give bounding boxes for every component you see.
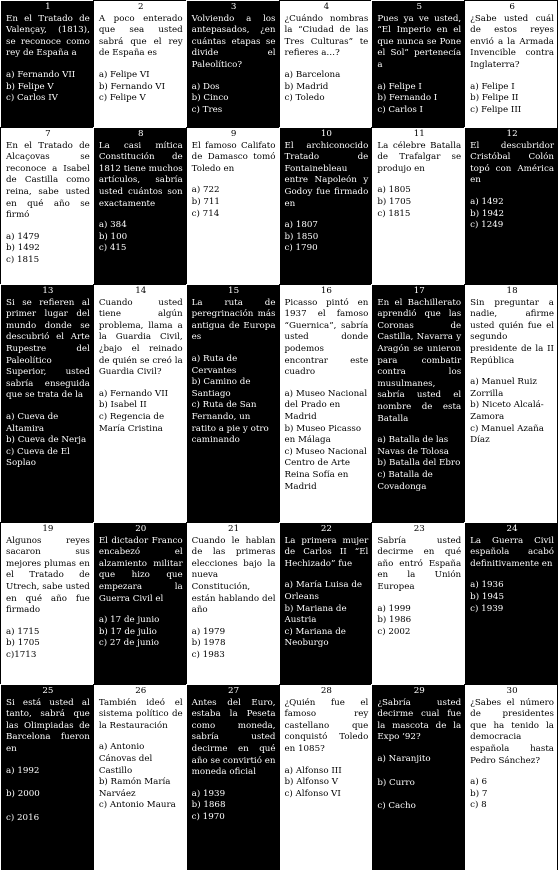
answer-option[interactable]: a) Manuel Ruiz Zorrilla: [470, 377, 537, 399]
answer-option[interactable]: a) Fernando VII: [98, 388, 169, 399]
answer-option[interactable]: a) Museo Nacional del Prado en Madrid: [284, 388, 368, 422]
answer-options: [192, 82, 276, 117]
answer-option[interactable]: c) 8: [470, 800, 487, 811]
answer-option[interactable]: b) 1850: [284, 231, 319, 242]
question-number: 21: [228, 524, 240, 534]
answer-options: [99, 389, 183, 435]
answer-option[interactable]: a) Naranjito: [377, 753, 431, 764]
answer-option[interactable]: b) 1492: [6, 243, 40, 254]
answer-option[interactable]: b) 1978: [191, 638, 226, 649]
question-text: En el Tratado de Valençay, (1813), se reconoce como rey de España a: [6, 13, 90, 59]
question-cell-6[interactable]: [464, 0, 557, 127]
question-text: El descubridor Cristóbal Colón topó con América en: [470, 140, 554, 186]
answer-option[interactable]: b) 711: [191, 196, 220, 207]
answer-option[interactable]: a) 1715: [6, 626, 40, 637]
answer-option[interactable]: c) Antonio Maura: [98, 800, 176, 811]
answer-options: [192, 354, 276, 447]
question-number: 30: [506, 686, 518, 696]
answer-option[interactable]: b) Cinco: [191, 93, 229, 104]
question-number: 6: [509, 2, 515, 12]
answer-option[interactable]: c) Ruta de San Fernando, un ratito a pie y otro caminando: [191, 400, 269, 446]
answer-option[interactable]: c) Museo Nacional Centro de Arte Reina Sofía en Madrid: [284, 446, 367, 492]
question-cell-2[interactable]: [93, 0, 186, 127]
question-text: Cuando usted tiene algún problema, llama a la Guardia Civil, ¿bajo el reinado de quién se creó la Guardia Civil?: [98, 297, 183, 378]
answer-option[interactable]: a) Barcelona: [284, 69, 341, 80]
question-text: Picasso pintó en 1937 el famoso “Guernica”, sabría usted donde podemos encontrar este cuadro: [284, 297, 369, 378]
question-number: 9: [230, 129, 237, 139]
answer-option[interactable]: a) Felipe VI: [98, 69, 150, 80]
question-text: Sin preguntar a nadie, afirme usted quién fue el segundo presidente de la II República: [470, 297, 554, 366]
answer-option[interactable]: b) 1705: [6, 638, 40, 649]
answer-option[interactable]: b) Curro: [377, 777, 415, 788]
question-cell-5[interactable]: [371, 0, 464, 127]
question-text: ¿Quién fue el famoso rey castellano que conquistó Toledo en 1085?: [284, 697, 369, 754]
question-text: ¿Sabes el número de presidentes que ha tenido la democracia española hasta Pedro Sánchez?: [470, 697, 554, 766]
question-number: 26: [135, 686, 147, 696]
answer-option[interactable]: a) 1979: [191, 626, 226, 637]
answer-option[interactable]: c) 1939: [470, 603, 504, 614]
answer-option[interactable]: c) Batalla de Covadonga: [377, 469, 433, 492]
answer-option[interactable]: a) 1999: [377, 603, 411, 614]
answer-option[interactable]: b) 17 de julio: [98, 626, 157, 637]
answer-option[interactable]: a) 384: [98, 220, 127, 231]
question-number: 3: [230, 2, 237, 12]
question-number: 19: [42, 524, 54, 534]
question-text: También ideó el sistema político de la Restauración: [98, 697, 183, 731]
question-text: La Guerra Civil española acabó definitivamente en: [470, 535, 554, 569]
question-text: ¿Sabe usted cuál de estos reyes envió a la Armada Invencible contra Inglaterra?: [470, 13, 554, 70]
answer-options: [470, 82, 554, 117]
answer-options: [285, 580, 369, 650]
question-number: 18: [506, 286, 518, 296]
question-cell-14[interactable]: [93, 284, 186, 522]
question-number: 24: [506, 524, 518, 534]
answer-option[interactable]: b) Batalla del Ebro: [377, 458, 461, 469]
answer-option[interactable]: a) María Luisa de Orleans: [284, 580, 363, 602]
answer-option[interactable]: c) 2016: [6, 812, 40, 823]
answer-options: [285, 70, 369, 105]
answer-option[interactable]: c) Regencia de María Cristina: [98, 411, 165, 434]
answer-option[interactable]: c) Mariana de Neoburgo: [284, 626, 346, 649]
question-number: 17: [413, 286, 425, 296]
answer-option[interactable]: b) 2000: [6, 789, 40, 800]
question-cell-13[interactable]: [0, 284, 93, 522]
answer-option[interactable]: b) Alfonso V: [284, 777, 339, 788]
question-text: En el Bachillerato aprendió que las Coronas de Castilla, Navarra y Aragón se unieron para combatir contra los musulmanes, sabría usted el nombre de esta Batalla: [377, 297, 462, 424]
answer-option[interactable]: b) Fernando I: [377, 93, 438, 104]
question-number: 20: [135, 524, 147, 534]
question-number: 25: [42, 686, 54, 696]
answer-options: [99, 615, 183, 650]
question-number: 29: [413, 686, 425, 696]
question-number: 7: [45, 129, 51, 139]
answer-option[interactable]: a) Felipe I: [377, 81, 422, 92]
question-text: La primera mujer de Carlos II “El Hechizado” fue: [284, 535, 369, 569]
question-number: 2: [137, 2, 144, 12]
answer-option[interactable]: b) Fernando VI: [98, 81, 166, 92]
question-cell-28[interactable]: [279, 684, 372, 870]
answer-options: [470, 580, 554, 615]
answer-options: [285, 220, 369, 255]
answer-option[interactable]: c) Cacho: [377, 801, 416, 812]
answer-option[interactable]: a) 1992: [6, 765, 40, 776]
question-number: 14: [135, 286, 147, 296]
question-cell-16[interactable]: [279, 284, 372, 522]
answer-option[interactable]: b) Cueva de Nerja: [6, 435, 87, 446]
answer-options: [470, 197, 554, 232]
question-cell-17[interactable]: [371, 284, 464, 522]
question-text: El dictador Franco encabezó el alzamiento militar que hizo que empezara la Guerra Civil el: [98, 535, 183, 604]
question-number: 4: [323, 2, 330, 12]
answer-option[interactable]: a) 6: [470, 777, 488, 788]
answer-option[interactable]: b) Felipe V: [6, 81, 54, 92]
question-text: Antes del Euro, estaba la Peseta como moneda, sabría usted decirme en qué año se convirtió en moneda oficial: [191, 697, 276, 778]
question-number: 10: [320, 129, 332, 139]
answer-option[interactable]: b) 7: [470, 788, 488, 799]
answer-options: [192, 185, 276, 220]
question-number: 22: [320, 524, 332, 534]
answer-option[interactable]: a) Fernando VII: [6, 69, 76, 80]
question-text: Volviendo a los antepasados, ¿en cuántas etapas se divide el Paleolítico?: [191, 13, 276, 70]
answer-options: [99, 742, 183, 812]
question-cell-24[interactable]: [464, 522, 557, 684]
question-cell-22[interactable]: [279, 522, 372, 684]
question-cell-8[interactable]: [93, 127, 186, 284]
question-cell-11[interactable]: [371, 127, 464, 284]
question-number: 16: [320, 286, 332, 296]
question-number: 1: [45, 2, 51, 12]
answer-option[interactable]: c) Toledo: [284, 93, 325, 104]
answer-option[interactable]: c) Manuel Azaña Díaz: [470, 423, 544, 446]
answer-option[interactable]: b) Ramón María Narváez: [98, 777, 171, 799]
question-cell-12[interactable]: [464, 127, 557, 284]
answer-option[interactable]: a) Dos: [191, 81, 220, 92]
answer-option[interactable]: c) 27 de junio: [98, 638, 160, 649]
answer-options: [6, 412, 90, 470]
answer-option[interactable]: c) Cueva de El Soplao: [6, 446, 70, 469]
question-number: 12: [506, 129, 518, 139]
answer-option[interactable]: c) 1249: [470, 220, 504, 231]
question-number: 28: [320, 686, 332, 696]
answer-option[interactable]: b) 100: [98, 231, 128, 242]
question-text: La célebre Batalla de Trafalgar se produjo en: [377, 140, 462, 174]
answer-option[interactable]: c) Carlos IV: [6, 93, 58, 104]
answer-option[interactable]: c)1713: [6, 649, 37, 660]
answer-option[interactable]: c) Carlos I: [377, 104, 423, 115]
question-cell-25[interactable]: [0, 684, 93, 870]
answer-option[interactable]: b) Museo Picasso en Málaga: [284, 423, 362, 446]
answer-option[interactable]: a) 17 de junio: [98, 615, 160, 626]
answer-option[interactable]: a) Antonio Cánovas del Castillo: [98, 742, 153, 776]
answer-options: [377, 754, 461, 813]
answer-options: [470, 377, 554, 447]
answer-option[interactable]: c) 2002: [377, 626, 411, 637]
question-number: 23: [413, 524, 425, 534]
answer-option[interactable]: a) 722: [191, 185, 220, 196]
answer-options: [470, 777, 554, 812]
answer-options: [377, 185, 461, 220]
question-cell-15[interactable]: [186, 284, 279, 522]
answer-options: [99, 220, 183, 255]
answer-options: [6, 766, 90, 825]
answer-options: [377, 604, 461, 639]
answer-option[interactable]: a) 1807: [284, 220, 318, 231]
answer-option[interactable]: a) 1936: [470, 580, 504, 591]
question-number: 11: [413, 129, 425, 139]
question-text: A poco enterado que sea usted sabrá que el rey de España es: [98, 13, 183, 59]
answer-option[interactable]: b) Madrid: [284, 81, 329, 92]
answer-options: [6, 70, 90, 105]
answer-option[interactable]: b) Camino de Santiago: [191, 377, 251, 399]
answer-options: [377, 82, 461, 117]
question-cell-9[interactable]: [186, 127, 279, 284]
question-text: Sabría usted decirme en qué año entró España en la Unión Europea: [377, 535, 462, 592]
answer-option[interactable]: a) 1479: [6, 231, 40, 242]
answer-options: [192, 627, 276, 662]
question-text: Cuando le hablan de las primeras elecciones bajo la nueva Constitución, están hablando del año: [191, 535, 276, 616]
answer-option[interactable]: c) 714: [191, 208, 220, 219]
question-number: 27: [228, 686, 240, 696]
question-text: Algunos reyes sacaron sus mejores plumas en el Tratado de Utrech, sabe usted en qué año fue firmado: [6, 535, 90, 616]
answer-options: [285, 389, 369, 493]
answer-option[interactable]: c) 1983: [191, 649, 225, 660]
answer-options: [377, 435, 461, 493]
question-cell-10[interactable]: [279, 127, 372, 284]
answer-option[interactable]: b) 1945: [470, 591, 504, 602]
answer-option[interactable]: a) Felipe I: [470, 81, 515, 92]
question-cell-23[interactable]: [371, 522, 464, 684]
question-cell-4[interactable]: [279, 0, 372, 127]
answer-options: [6, 232, 90, 267]
question-text: ¿Cuándo nombras la “Ciudad de las Tres Culturas” te refieres a…?: [284, 13, 369, 59]
answer-option[interactable]: b) 1942: [470, 208, 504, 219]
question-text: Si está usted al tanto, sabrá que las Olimpiadas de Barcelona fueron en: [6, 697, 90, 754]
question-cell-7[interactable]: [0, 127, 93, 284]
answer-option[interactable]: b) Niceto Alcalá-Zamora: [470, 400, 544, 422]
answer-option[interactable]: c) Felipe V: [98, 93, 146, 104]
answer-option[interactable]: c) 1790: [284, 243, 318, 254]
question-cell-3[interactable]: [186, 0, 279, 127]
question-number: 15: [228, 286, 240, 296]
question-number: 13: [42, 286, 54, 296]
answer-option[interactable]: c) 1815: [377, 208, 411, 219]
answer-option[interactable]: c) 1970: [191, 811, 225, 822]
question-text: La ruta de peregrinación más antigua de Europa es: [191, 297, 276, 343]
question-cell-1[interactable]: [0, 0, 93, 127]
answer-option[interactable]: a) Ruta de Cervantes: [191, 353, 238, 376]
answer-option[interactable]: b) 1986: [377, 615, 412, 626]
question-text: El archiconocido Tratado de Fontainebleau entre Napoleón y Godoy fue firmado en: [284, 140, 369, 209]
question-number: 8: [137, 129, 144, 139]
answer-options: [99, 70, 183, 105]
question-cell-30[interactable]: [464, 684, 557, 870]
answer-option[interactable]: c) Alfonso VI: [284, 788, 341, 799]
question-text: La casi mítica Constitución de 1812 tiene muchos artículos, sabría usted cuántos son exactamente: [98, 140, 183, 209]
answer-option[interactable]: c) Felipe III: [470, 104, 522, 115]
question-text: Pues ya ve usted, “El Imperio en el que nunca se Pone el Sol” pertenecía a: [377, 13, 462, 70]
answer-option[interactable]: b) 1868: [191, 800, 226, 811]
answer-option[interactable]: b) Mariana de Austria: [284, 603, 347, 626]
question-cell-27[interactable]: [186, 684, 279, 870]
question-cell-21[interactable]: [186, 522, 279, 684]
question-number: 5: [416, 2, 422, 12]
question-cell-29[interactable]: [371, 684, 464, 870]
question-cell-20[interactable]: [93, 522, 186, 684]
answer-option[interactable]: b) 1705: [377, 196, 412, 207]
answer-option[interactable]: a) 1939: [191, 788, 226, 799]
answer-option[interactable]: b) Isabel II: [98, 400, 147, 411]
question-cell-18[interactable]: [464, 284, 557, 522]
answer-options: [6, 627, 90, 662]
question-text: Si se refieren al primer lugar del mundo donde se descubrió el Arte Rupestre del Paleolítico Superior, usted sabría enseguida que se trata de la: [6, 297, 90, 401]
answer-option[interactable]: c) 1815: [6, 254, 40, 265]
answer-options: [192, 789, 276, 824]
answer-option[interactable]: b) Felipe II: [470, 93, 519, 104]
answer-option[interactable]: a) 1492: [470, 196, 504, 207]
answer-option[interactable]: a) 1805: [377, 185, 411, 196]
answer-option[interactable]: a) Cueva de Altamira: [6, 411, 59, 434]
answer-option[interactable]: a) Batalla de las Navas de Tolosa: [377, 435, 449, 457]
question-cell-26[interactable]: [93, 684, 186, 870]
question-text: En el Tratado de Alcaçovas se reconoce a Isabel de Castilla como reina, sabe usted en qué año se firmó: [6, 140, 90, 221]
answer-options: [285, 766, 369, 801]
answer-option[interactable]: c) 415: [98, 243, 127, 254]
answer-option[interactable]: a) Alfonso III: [284, 765, 342, 776]
question-text: ¿Sabría usted decirme cual fue la mascota de la Expo ’92?: [377, 697, 462, 743]
question-text: El famoso Califato de Damasco tomó Toledo en: [191, 140, 276, 174]
answer-option[interactable]: c) Tres: [191, 104, 223, 115]
question-cell-19[interactable]: [0, 522, 93, 684]
